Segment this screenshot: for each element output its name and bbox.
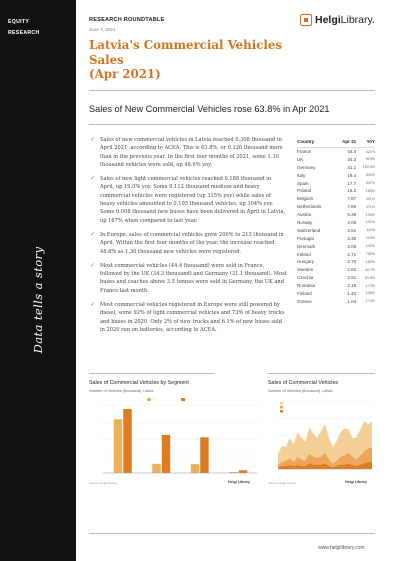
divider — [268, 373, 375, 374]
yoy-cell: 215% — [365, 236, 375, 241]
table-row — [297, 195, 375, 203]
yoy-cell: 102% — [365, 244, 375, 249]
value-cell: 2.71 — [347, 251, 357, 257]
chart-title-total: Sales of Commercial Vehicles — [268, 380, 339, 386]
chart-subtitle-total: Number of Vehicles (thousand), Latvia — [268, 389, 333, 393]
list-item: ✓ Most commercial vehicles registered in Europe were still powered by diesel, some 92% of light commercial vehicles and 73% of heavy trucks and buses in 2020. Only 2% of new trucks and 6.1% of new buses sold in 2020 run on batteries, according to ACEA. — [90, 301, 285, 333]
table-row — [297, 203, 375, 211]
total-area-chart — [268, 395, 375, 479]
list-item: ✓ Sales of new commercial vehicles in Latvia reached 0.308 thousand in April 2021, according to ACEA. This is 63.8%, or 0.120 thousand more than in the previous year. In the first four months of 2021, some 1.30 thousand vehicles were sold, up 48.6% yoy. — [90, 136, 283, 168]
country-cell: Poland — [297, 188, 312, 194]
list-item: ✓ Sales of new light commercial vehicles reached 0.188 thousand in April, up 19.0% yoy. Some 0.112 thousand medium and heavy commercial vehicles were registered (up 315% yoy) while sales of heavy vehicles amounted to 0.105 thousand vehicles, up 304% yoy. Some 0.008 thousand new buses have been delivered in April in Latvia, up 167% when compared to last year. — [90, 175, 286, 224]
yoy-cell: 44.7% — [364, 267, 375, 272]
yoy-cell: 173% — [365, 283, 375, 288]
table-row — [297, 258, 375, 266]
column-header: YoY — [356, 139, 375, 148]
headline: Sales of New Commercial Vehicles rose 63.8% in Apr 2021 — [89, 104, 330, 114]
value-cell: 2.62 — [347, 267, 357, 273]
country-cell: Portugal — [297, 235, 314, 241]
yoy-cell: 792% — [365, 252, 375, 257]
table-row — [297, 242, 375, 250]
value-cell: 7.87 — [347, 196, 357, 202]
value-cell: 44.4 — [347, 149, 357, 155]
yoy-cell: 321% — [365, 196, 375, 201]
table-row — [297, 148, 375, 156]
table-row — [297, 282, 375, 290]
value-cell: 2.15 — [347, 283, 357, 289]
yoy-cell: 100.0% — [362, 165, 375, 170]
bar — [114, 419, 122, 473]
value-cell: 1.04 — [347, 298, 357, 304]
chart-source: Source: Helgi Library — [89, 481, 118, 485]
check-icon: ✓ — [90, 136, 96, 143]
country-cell: Switzerland — [297, 227, 321, 233]
table-row — [297, 274, 375, 282]
yoy-cell: 619% — [365, 157, 375, 162]
column-header: Country — [297, 139, 334, 148]
sidebar-tagline: Data tells a story — [31, 246, 45, 354]
yoy-cell: 109% — [365, 212, 375, 217]
country-cell: Greece — [297, 298, 312, 304]
country-cell: Hungary — [297, 259, 315, 265]
divider — [89, 90, 375, 91]
legend-swatch — [147, 398, 151, 401]
table-row — [297, 266, 375, 274]
yoy-cell: 121% — [365, 220, 375, 225]
value-cell: 31.1 — [347, 164, 357, 170]
value-cell: 17.7 — [347, 180, 357, 186]
footer-website-link[interactable]: www.helgilibrary.com — [318, 545, 365, 551]
country-cell: Finland — [297, 290, 312, 296]
yoy-cell: 160% — [365, 188, 375, 193]
helgi-library-logo[interactable]: HelgiLibrary. — [300, 14, 375, 26]
bar — [152, 464, 160, 473]
legend-swatch — [280, 410, 283, 413]
yoy-cell: 152% — [365, 259, 375, 264]
table-row — [297, 226, 375, 234]
yoy-cell: 843% — [365, 173, 375, 178]
country-cell: Spain — [297, 180, 309, 186]
yoy-cell: 111% — [366, 228, 375, 233]
bar — [123, 409, 131, 473]
value-cell: 4.06 — [347, 219, 357, 225]
yoy-cell: 421% — [365, 149, 375, 154]
bar — [239, 470, 247, 473]
check-icon: ✓ — [90, 301, 96, 309]
list-item: ✓ Most commercial vehicles (44.4 thousand) were sold in France, followed by the UK (34.3 thousand) and Germany (31.1 thousand). Most buses and coaches above 3.5 tonnes were sold in Germany, the UK and France last month. — [90, 261, 287, 294]
value-cell: 7.69 — [347, 204, 357, 210]
value-cell: 1.40 — [347, 290, 357, 296]
divider — [89, 124, 375, 125]
table-header-row — [297, 139, 375, 148]
section-label: RESEARCH ROUNDTABLE — [89, 17, 165, 23]
value-cell: 2.70 — [347, 259, 357, 265]
value-cell: 3.30 — [347, 235, 357, 241]
bar — [162, 435, 170, 473]
sidebar-band — [0, 0, 76, 561]
table-row — [297, 297, 375, 305]
legend-swatch — [280, 402, 283, 405]
country-cell: Ireland — [297, 251, 311, 257]
country-sales-table — [297, 139, 375, 305]
check-icon: ✓ — [90, 230, 96, 238]
table-row — [297, 234, 375, 242]
country-cell: Italy — [297, 172, 306, 178]
value-cell: 16.2 — [347, 188, 357, 194]
legend-swatch — [181, 398, 185, 401]
table-row — [297, 219, 375, 227]
value-cell: 3.06 — [347, 243, 357, 249]
table-row — [297, 250, 375, 258]
column-header: Apr 21 — [334, 139, 356, 148]
check-icon: ✓ — [90, 175, 96, 183]
sidebar-label-research: RESEARCH — [8, 30, 40, 36]
bar — [200, 437, 208, 473]
country-cell: Denmark — [297, 243, 316, 249]
yoy-cell: 53.6% — [364, 275, 375, 280]
chart-logo: Helgi Library — [345, 480, 367, 484]
country-cell: Germany — [297, 164, 316, 170]
country-cell: Sweden — [297, 267, 314, 273]
country-cell: France — [297, 149, 312, 155]
page-title: Latvia's Commercial Vehicles Sales (Apr 2021) — [89, 38, 283, 81]
value-cell: 2.51 — [347, 275, 357, 281]
report-date: June 7, 2021 — [89, 27, 116, 32]
country-cell: Belgium — [297, 196, 314, 202]
summary-bullets — [89, 136, 287, 340]
country-cell: Czechia — [297, 275, 314, 281]
value-cell: 34.3 — [347, 156, 357, 162]
table-row — [297, 290, 375, 298]
value-cell: 19.4 — [347, 172, 357, 178]
divider — [89, 533, 375, 534]
chart-logo: Helgi Library — [228, 480, 250, 484]
legend-swatch — [280, 406, 283, 409]
bar — [191, 464, 199, 473]
country-cell: UK — [297, 156, 304, 162]
table-row — [297, 171, 375, 179]
chart-subtitle-segment: Number of Vehicles (thousand), Latvia — [89, 389, 154, 393]
table-row — [297, 179, 375, 187]
sidebar-label-equity: EQUITY — [8, 19, 30, 25]
country-cell: Austria — [297, 212, 312, 218]
yoy-cell: 371% — [365, 204, 375, 209]
chart-title-segment: Sales of Commercial Vehicles by Segment — [89, 380, 189, 386]
table-row — [297, 187, 375, 195]
country-cell: Netherlands — [297, 204, 322, 210]
yoy-cell: 105% — [365, 291, 375, 296]
logo-icon — [300, 14, 312, 26]
yoy-cell: 547% — [365, 181, 375, 185]
country-cell: Norway — [297, 219, 313, 225]
check-icon: ✓ — [90, 261, 96, 269]
value-cell: 5.39 — [347, 212, 357, 218]
divider — [89, 373, 214, 374]
value-cell: 3.51 — [347, 227, 357, 233]
table-row — [297, 211, 375, 219]
yoy-cell: 174% — [365, 299, 375, 304]
list-item: ✓ In Europe, sales of commercial vehicles grew 200% to 213 thousand in April. Within the first four months of the year, the increase reached 48.6% as 1.30 thousand new vehicles were registered. — [90, 230, 284, 255]
country-cell: Romania — [297, 283, 316, 289]
table-row — [297, 163, 375, 171]
segment-bar-chart — [89, 395, 261, 479]
table-row — [297, 155, 375, 163]
chart-source: Source: Helgi Library — [268, 481, 297, 485]
